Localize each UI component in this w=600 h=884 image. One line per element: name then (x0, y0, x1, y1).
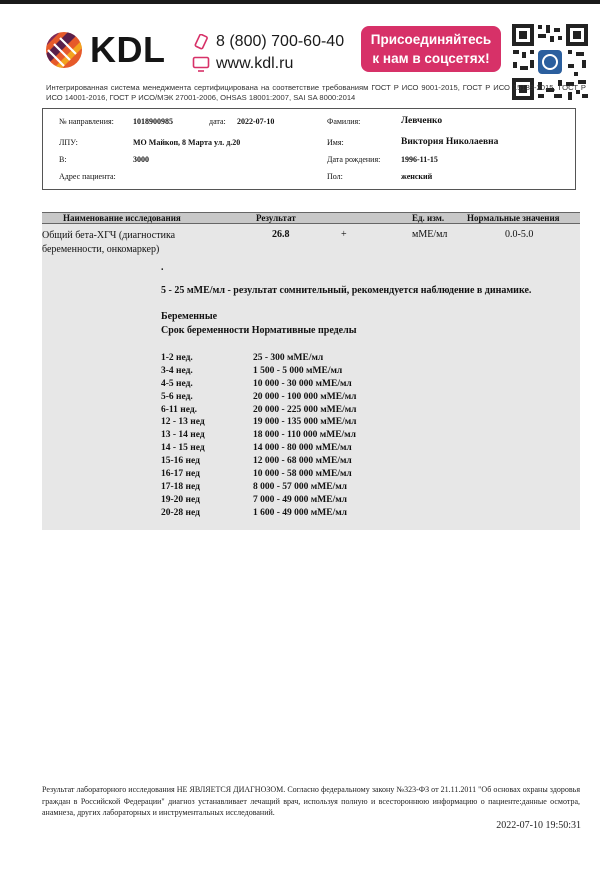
website-link: www.kdl.ru (216, 55, 294, 72)
surname-value: Левченко (401, 116, 443, 126)
referral-label: № направления: (59, 117, 114, 126)
norm-range: 14 000 - 80 000 мМЕ/мл (253, 443, 352, 454)
logo-text: KDL (90, 29, 166, 70)
norm-row (161, 391, 357, 404)
norm-week: 15-16 нед (161, 456, 200, 467)
website-row[interactable] (192, 53, 344, 75)
norm-row (161, 481, 357, 494)
date-label: дата: (209, 117, 226, 126)
norm-row (161, 494, 357, 507)
phone-icon (192, 34, 210, 50)
norm-row (161, 416, 357, 429)
norm-row (161, 442, 357, 455)
pregnant-subtitle: Срок беременности Нормативные пределы (161, 325, 357, 336)
norm-week: 6-11 нед. (161, 404, 198, 415)
referral-value: 1018900985 (133, 117, 173, 126)
sex-label: Пол: (327, 172, 343, 181)
norm-range: 18 000 - 110 000 мМЕ/мл (253, 430, 356, 441)
norm-row (161, 404, 357, 417)
address-label: Адрес пациента: (59, 172, 116, 181)
results-header (42, 212, 580, 224)
name-label: Имя: (327, 138, 344, 147)
norm-week: 13 - 14 нед (161, 430, 205, 441)
norm-week: 1-2 нед. (161, 353, 193, 363)
dob-value: 1996-11-15 (401, 155, 438, 164)
norm-range: 7 000 - 49 000 мМЕ/мл (253, 494, 348, 505)
logo-ball-icon (44, 30, 84, 70)
v-value: 3000 (133, 155, 149, 164)
header-normal: Нормальные значения (467, 213, 560, 223)
norm-row (161, 352, 357, 365)
monitor-icon (192, 56, 210, 72)
norm-row (161, 365, 357, 378)
norm-week: 16-17 нед (161, 469, 200, 480)
header-unit: Ед. изм. (412, 213, 445, 223)
norm-row (161, 378, 357, 391)
lpu-value: МО Майкоп, 8 Марта ул. д.20 (133, 138, 241, 147)
lpu-label: ЛПУ: (59, 138, 78, 147)
norm-range: 25 - 300 мМЕ/мл (253, 353, 324, 363)
social-line-2: к нам в соцсетях! (372, 51, 490, 66)
certification-text: Интегрированная система менеджмента сертифицирована на соответствие требованиям ГОСТ Р ИСО 9001-2015, ГОСТ Р ИСО 15189-2015, ГОСТ Р ИСО 14001-2016, ГОСТ Р ИСО/МЭК 27001-2006, OHSAS 18001:2007, SAI SA 8000:2014 (46, 83, 586, 102)
phone-row[interactable] (192, 31, 344, 53)
norm-row (161, 455, 357, 468)
dot-mark: . (161, 262, 164, 273)
surname-label: Фамилия: (327, 117, 361, 126)
norm-week: 14 - 15 нед (161, 443, 205, 454)
header-test-name: Наименование исследования (63, 213, 181, 223)
norm-week: 5-6 нед. (161, 391, 193, 402)
norm-range: 20 000 - 225 000 мМЕ/мл (253, 404, 357, 415)
norm-range: 8 000 - 57 000 мМЕ/мл (253, 481, 348, 492)
norm-range: 19 000 - 135 000 мМЕ/мл (253, 417, 357, 428)
social-line-1: Присоединяйтесь (370, 32, 492, 47)
norm-range: 1 500 - 5 000 мМЕ/мл (253, 365, 343, 376)
norm-row (161, 429, 357, 442)
v-label: В: (59, 155, 67, 164)
norm-range: 12 000 - 68 000 мМЕ/мл (253, 456, 352, 467)
result-value: 26.8 (272, 229, 290, 240)
result-unit: мМЕ/мл (412, 229, 448, 240)
contacts (192, 31, 344, 75)
printed-timestamp: 2022-07-10 19:50:31 (496, 820, 581, 831)
phone-number: 8 (800) 700-60-40 (216, 33, 345, 50)
test-name: Общий бета-ХГЧ (диагностика беременности, онкомаркер) (42, 230, 176, 255)
pregnant-title: Беременные (161, 311, 218, 322)
patient-info (42, 108, 576, 190)
norms-table (161, 352, 357, 520)
norm-row (161, 468, 357, 481)
norm-week: 4-5 нед. (161, 378, 193, 389)
kdl-logo (44, 30, 166, 70)
norm-range: 10 000 - 58 000 мМЕ/мл (253, 469, 352, 480)
social-button[interactable] (361, 26, 501, 72)
sex-value: женский (401, 172, 433, 181)
name-value: Виктория Николаевна (401, 137, 499, 147)
disclaimer: Результат лабораторного исследования НЕ ЯВЛЯЕТСЯ ДИАГНОЗОМ. Согласно федеральному закону №323-ФЗ от 21.11.2011 "Об основах охраны здоровья граждан в Российской Федерации" диагноз устанавливает лечащий врач, используя полную и всестороннюю информацию о пациенте:данные осмотра, анамнеза, других лабораторных и инструментальных исследований. (42, 785, 580, 817)
dob-label: Дата рождения: (327, 155, 381, 164)
norm-range: 20 000 - 100 000 мМЕ/мл (253, 391, 357, 402)
result-note: 5 - 25 мМЕ/мл - результат сомнительный, рекомендуется наблюдение в динамике. (161, 285, 532, 296)
result-flag: + (341, 229, 347, 240)
norm-range: 1 600 - 49 000 мМЕ/мл (253, 507, 348, 518)
norm-week: 19-20 нед (161, 494, 200, 505)
norm-row (161, 507, 357, 520)
norm-week: 20-28 нед (161, 507, 200, 518)
norm-week: 17-18 нед (161, 481, 200, 492)
top-edge (0, 0, 600, 4)
norm-week: 3-4 нед. (161, 365, 193, 376)
date-value: 2022-07-10 (237, 117, 275, 126)
header-result: Результат (256, 213, 296, 223)
result-normal: 0.0-5.0 (505, 229, 534, 240)
norm-week: 12 - 13 нед (161, 417, 205, 428)
norm-range: 10 000 - 30 000 мМЕ/мл (253, 378, 352, 389)
